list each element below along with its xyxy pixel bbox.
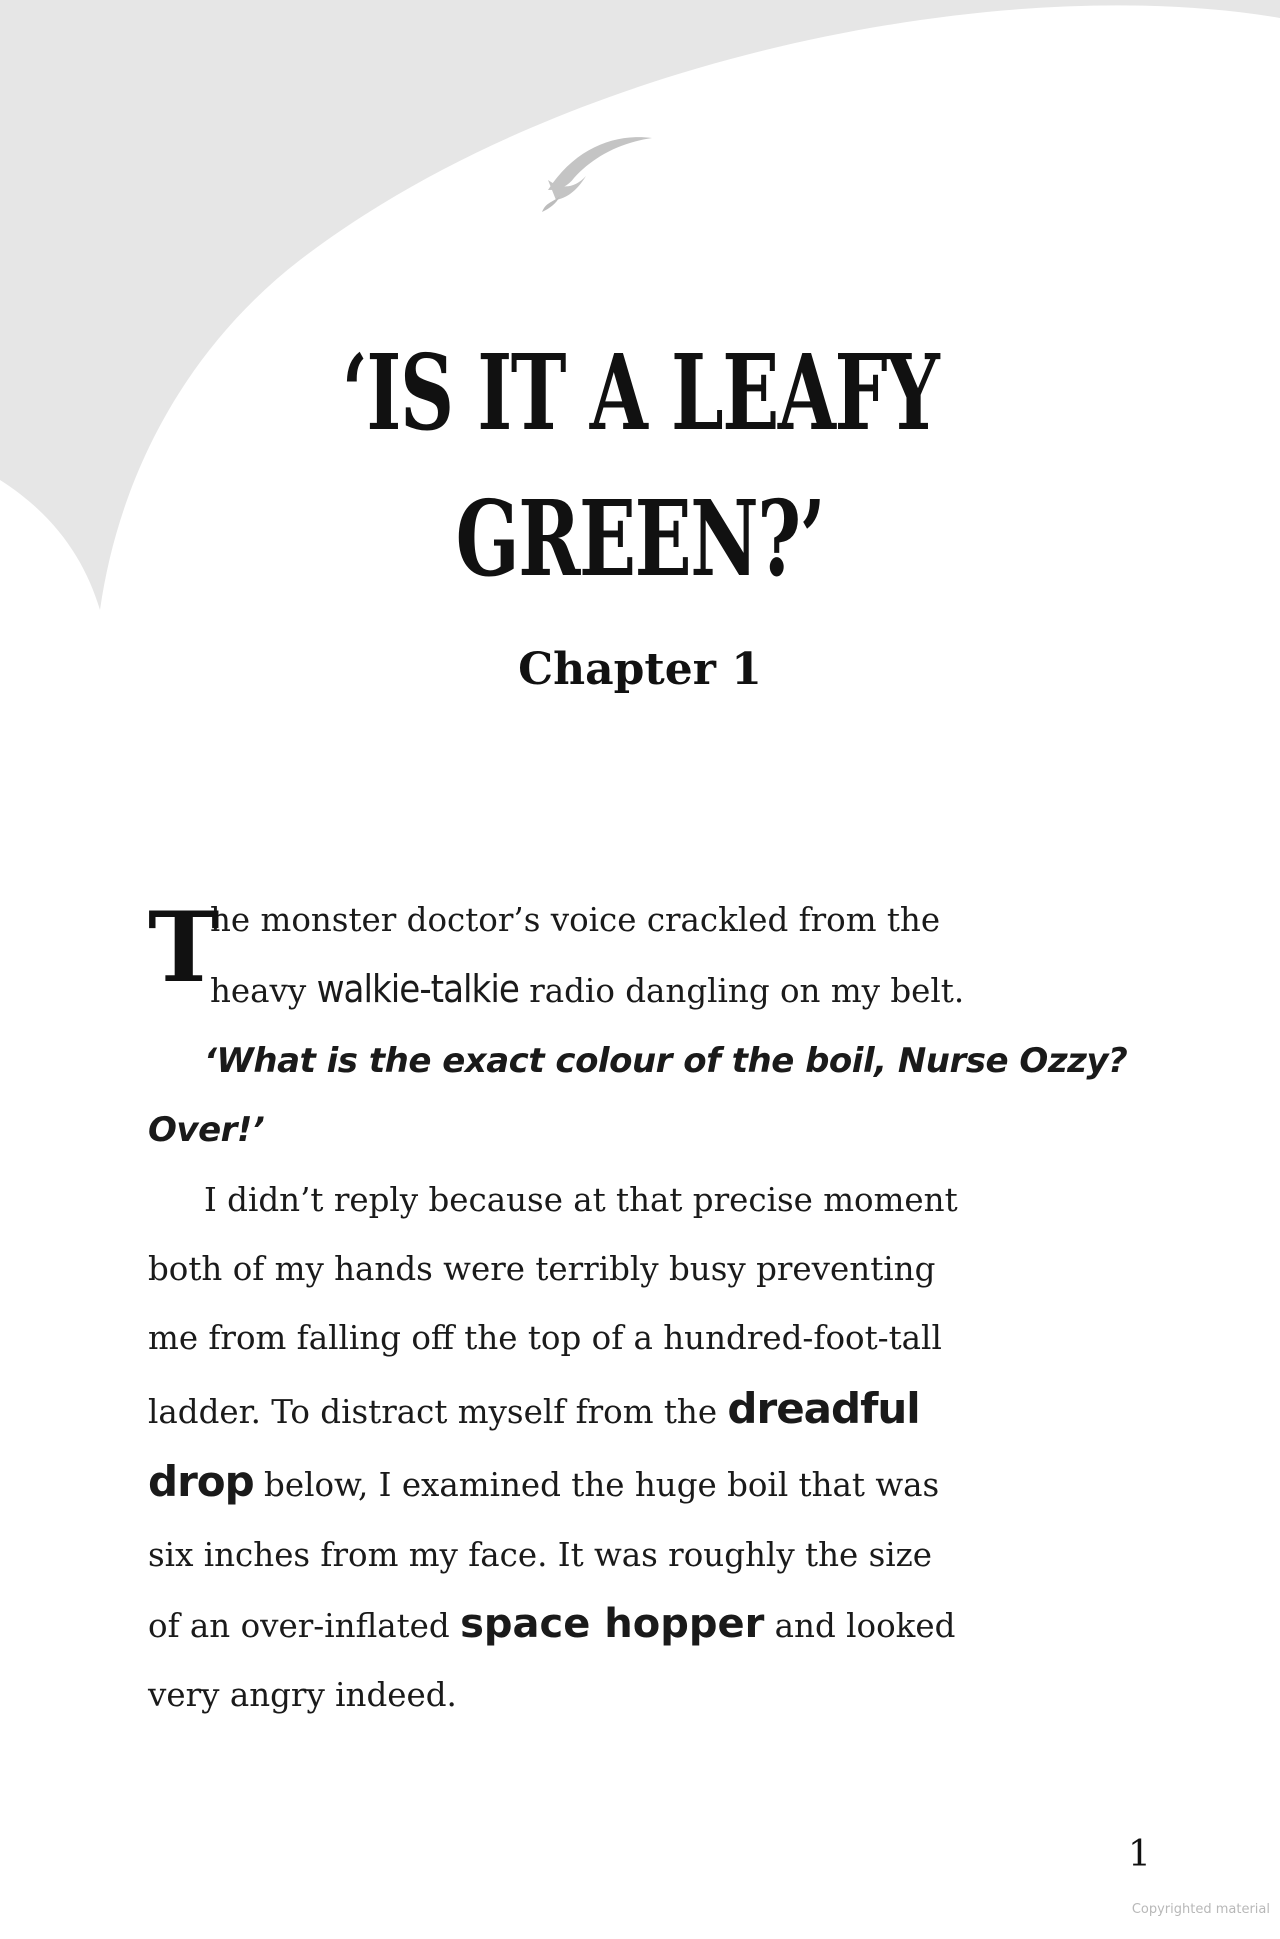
paragraph-line <box>148 1304 1148 1373</box>
text-run: below, I examined the huge boil that was <box>253 1466 940 1505</box>
text-run: radio dangling on my belt. <box>518 972 965 1011</box>
chapter-title-line-2: GREEN?’ <box>455 477 825 600</box>
paragraph-line <box>148 1374 1148 1447</box>
paragraph-line <box>148 1590 1148 1661</box>
drop-cap-letter: T <box>148 891 220 1004</box>
text-run: of an over-inflated <box>148 1607 461 1646</box>
text-run: he monster doctor’s voice crackled from the <box>210 901 941 939</box>
hand-lettered-word-dreadful: dreadful <box>727 1383 920 1433</box>
paragraph-line <box>148 1166 1148 1235</box>
bird-icon <box>542 137 652 212</box>
text-run: both of my hands were terribly busy preventing <box>148 1250 936 1289</box>
radio-dialogue-line <box>148 1096 1148 1165</box>
paragraph-line <box>148 1447 1148 1520</box>
text-run: Over!’ <box>148 1110 265 1151</box>
text-run: very angry indeed. <box>148 1676 457 1715</box>
chapter-title-line-1: ‘IS IT A LEAFY <box>341 331 939 454</box>
radio-dialogue-line <box>148 1027 1148 1096</box>
hand-lettered-word-space-hopper: space hopper <box>460 1601 765 1648</box>
paragraph-line <box>148 1235 1148 1304</box>
hand-lettered-word-walkie-talkie: walkie-talkie <box>316 967 519 1012</box>
paragraph-line <box>148 1661 1148 1730</box>
text-run: me from falling off the top of a hundred-foot-tall <box>148 1319 942 1358</box>
paragraph-line <box>148 1521 1148 1590</box>
text-run: ‘What is the exact colour of the boil, Nurse Ozzy? <box>204 1040 1128 1081</box>
chapter-number-label: Chapter 1 <box>518 644 762 695</box>
page-number: 1 <box>1128 1834 1151 1875</box>
paragraph-line <box>210 955 1148 1026</box>
text-run: I didn’t reply because at that precise moment <box>204 1180 958 1219</box>
opening-paragraph <box>148 886 1148 1027</box>
text-run: six inches from my face. It was roughly the size <box>148 1535 932 1574</box>
text-run: and looked <box>764 1607 956 1646</box>
copyright-notice: Copyrighted material <box>1131 1902 1270 1917</box>
chapter-title <box>179 320 1101 612</box>
text-run: heavy <box>210 972 317 1011</box>
text-run: ladder. To distract myself from the <box>148 1392 728 1431</box>
hand-lettered-word-drop: drop <box>148 1457 254 1507</box>
paragraph-line <box>210 886 1148 955</box>
chapter-body-text <box>148 886 1148 1731</box>
